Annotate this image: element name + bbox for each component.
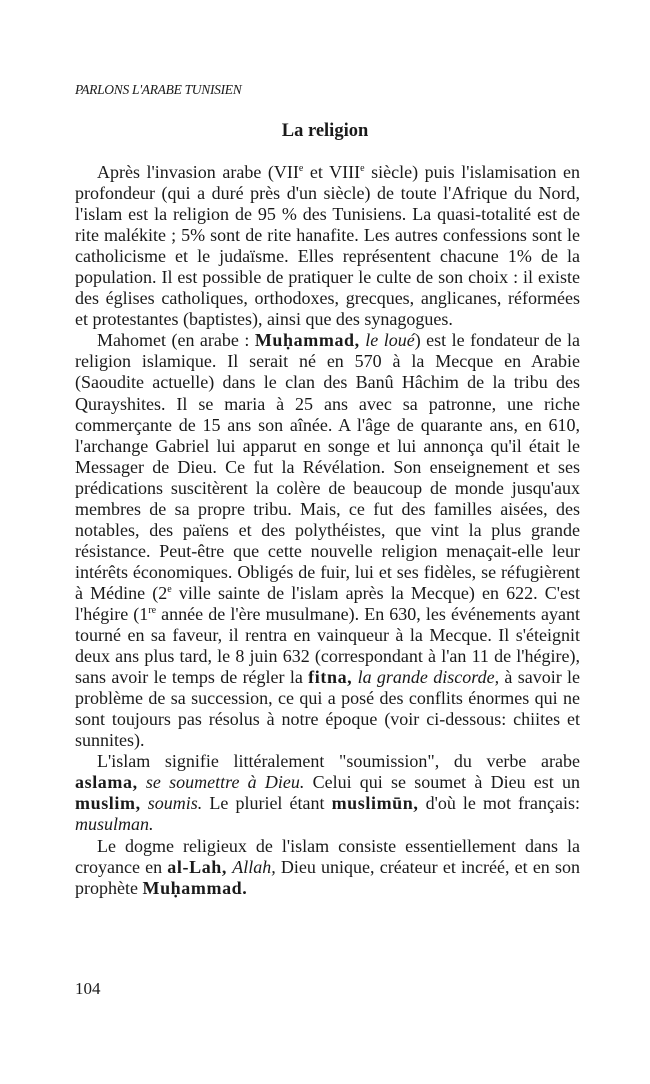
text-run: ) est le fondateur de la religion islamique. Il serait né en 570 à la Mecque en Arabie (Saoudite actuelle) dans le clan des Banû Hâchim de la tribu des Qurayshites. Il se maria à 25 ans avec sa patronne, une riche commerçante de 15 ans son aînée. A l'âge de quarante ans, en 610, l'archange Gabriel lui apparut en songe et lui annonça qu'il était le Messager de Dieu. Ce fut la Révélation. Son enseignement et ses prédications suscitèrent la colère de beaucoup de monde jusqu'aux membres de sa propre tribu. Mais, ce fut des familles aisées, des notables, des païens et des polythéistes, que vint la plus grande résistance. Peut-être que cette nouvelle religion menaçait-elle leur intérêts économiques. Obligés de fuir, lui et ses fidèles, se réfugièrent à Médine (2 bbox=[75, 330, 581, 603]
paragraph-4 bbox=[75, 836, 580, 899]
superscript: e bbox=[298, 163, 304, 174]
superscript: re bbox=[148, 604, 157, 616]
transliteration: fitna, bbox=[308, 667, 353, 688]
transliteration: aslama, bbox=[75, 772, 138, 793]
page-number: 104 bbox=[75, 979, 101, 998]
body-text bbox=[75, 162, 580, 899]
text-run: Après l'invasion arabe (VII bbox=[97, 162, 299, 182]
transliteration: Muḥammad, bbox=[254, 330, 360, 351]
text-run bbox=[138, 772, 146, 792]
section-title: La religion bbox=[281, 121, 369, 141]
text-run bbox=[141, 793, 148, 813]
text-run: Le dogme religieux de l'islam consiste essentiellement dans la croyance en bbox=[75, 835, 580, 877]
transliteration: al-Lah, bbox=[167, 856, 228, 877]
text-run: Le pluriel étant bbox=[202, 793, 332, 814]
text-run: année de l'ère musulmane). En 630, les événements ayant tourné en sa faveur, il rentra en vainqueur à la Mecque. Il s'éteignit deux ans plus tard, le 8 juin 632 (correspondant à l'an 11 de l'hégire), sans avoir le temps de régler la bbox=[75, 603, 580, 688]
text-run: et VIII bbox=[303, 162, 361, 182]
superscript: e bbox=[360, 163, 365, 174]
transliteration: Muḥammad. bbox=[142, 877, 248, 898]
text-run: d'où le mot français: bbox=[418, 793, 580, 814]
text-run: à savoir le problème de sa succession, ce qui a posé des conflits énormes qui ne sont toujours pas résolus à notre époque (voir ci-dessous: chiites et sunnites). bbox=[75, 667, 581, 751]
running-head: PARLONS L'ARABE TUNISIEN bbox=[75, 82, 242, 97]
translation: le loué bbox=[365, 330, 415, 351]
translation: Allah, bbox=[232, 856, 276, 877]
transliteration: muslimūn, bbox=[331, 793, 419, 814]
transliteration: muslim, bbox=[75, 793, 141, 814]
paragraph-3 bbox=[75, 751, 580, 835]
paragraph-1 bbox=[75, 162, 580, 330]
text-run: L'islam signifie littéralement "soumission", du verbe arabe bbox=[97, 751, 580, 772]
translation: se soumettre à Dieu. bbox=[145, 772, 305, 793]
text-run: Mahomet (en arabe : bbox=[97, 330, 255, 351]
translation: soumis. bbox=[147, 793, 203, 814]
translation: musulman. bbox=[75, 814, 154, 835]
text-run: Dieu unique, créateur et incréé, et en son prophète bbox=[75, 856, 580, 898]
paragraph-2 bbox=[75, 330, 580, 751]
text-run: siècle) puis l'islamisation en profondeur (qui a duré près d'un siècle) de toute l'Afrique du Nord, l'islam est la religion de 95 % des Tunisiens. La quasi-totalité est de rite malékite ; 5% sont de rite hanafite. Les autres confessions sont le catholicisme et le judaïsme. Elles représentent chacune 1% de la population. Il est possible de pratiquer le culte de son choix : il existe des églises catholiques, orthodoxes, grecques, anglicanes, réformées et protestantes (baptistes), ainsi que des synagogues. bbox=[75, 162, 580, 330]
text-run: Celui qui se soumet à Dieu est un bbox=[304, 772, 580, 793]
translation: la grande discorde, bbox=[357, 667, 500, 688]
superscript: e bbox=[167, 583, 172, 595]
text-run: ville sainte de l'islam après la Mecque) en 622. C'est l'hégire (1 bbox=[75, 582, 580, 624]
